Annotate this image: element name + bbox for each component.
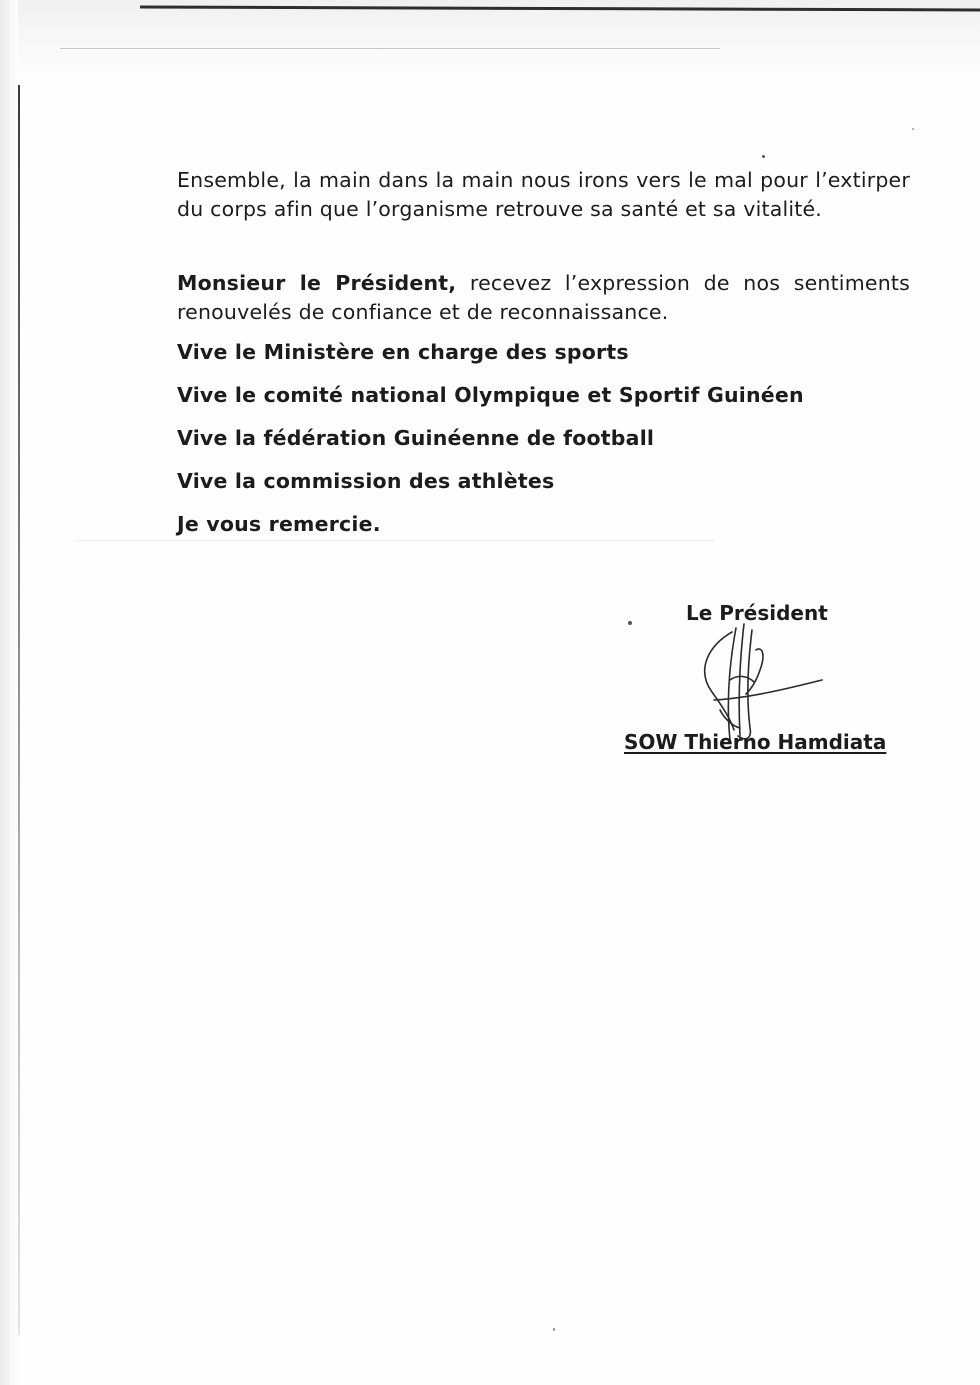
cheer-line: Vive le Ministère en charge des sports [177,340,629,364]
scan-left-shadow [0,0,18,1385]
scan-left-edge [18,85,20,1335]
scan-speck [762,155,765,158]
scan-speck [628,621,632,625]
thanks-line: Je vous remercie. [177,512,381,536]
signatory-title: Le Président [686,601,828,625]
cheer-line: Vive le comité national Olympique et Sportif Guinéen [177,383,804,407]
scan-speck [553,1328,555,1331]
salutation-paragraph [177,269,910,327]
scan-mid-line [75,540,715,541]
closing-paragraph: Ensemble, la main dans la main nous irons vers le mal pour l’extirper du corps afin que l’organisme retrouve sa santé et sa vitalité. [177,168,910,221]
scan-top-shading [0,0,980,75]
scan-speck [912,128,914,130]
cheer-line: Vive la commission des athlètes [177,469,555,493]
signatory-name: SOW Thierno Hamdiata [624,730,887,754]
scan-faint-line [60,48,720,49]
cheer-line: Vive la fédération Guinéenne de football [177,426,655,450]
salutation-addressee: Monsieur le Président, [177,271,457,295]
salutation-text: recevez l’expression de nos sentiments renouvelés de confiance et de reconnaissance. [177,271,910,324]
handwritten-signature [690,610,830,750]
